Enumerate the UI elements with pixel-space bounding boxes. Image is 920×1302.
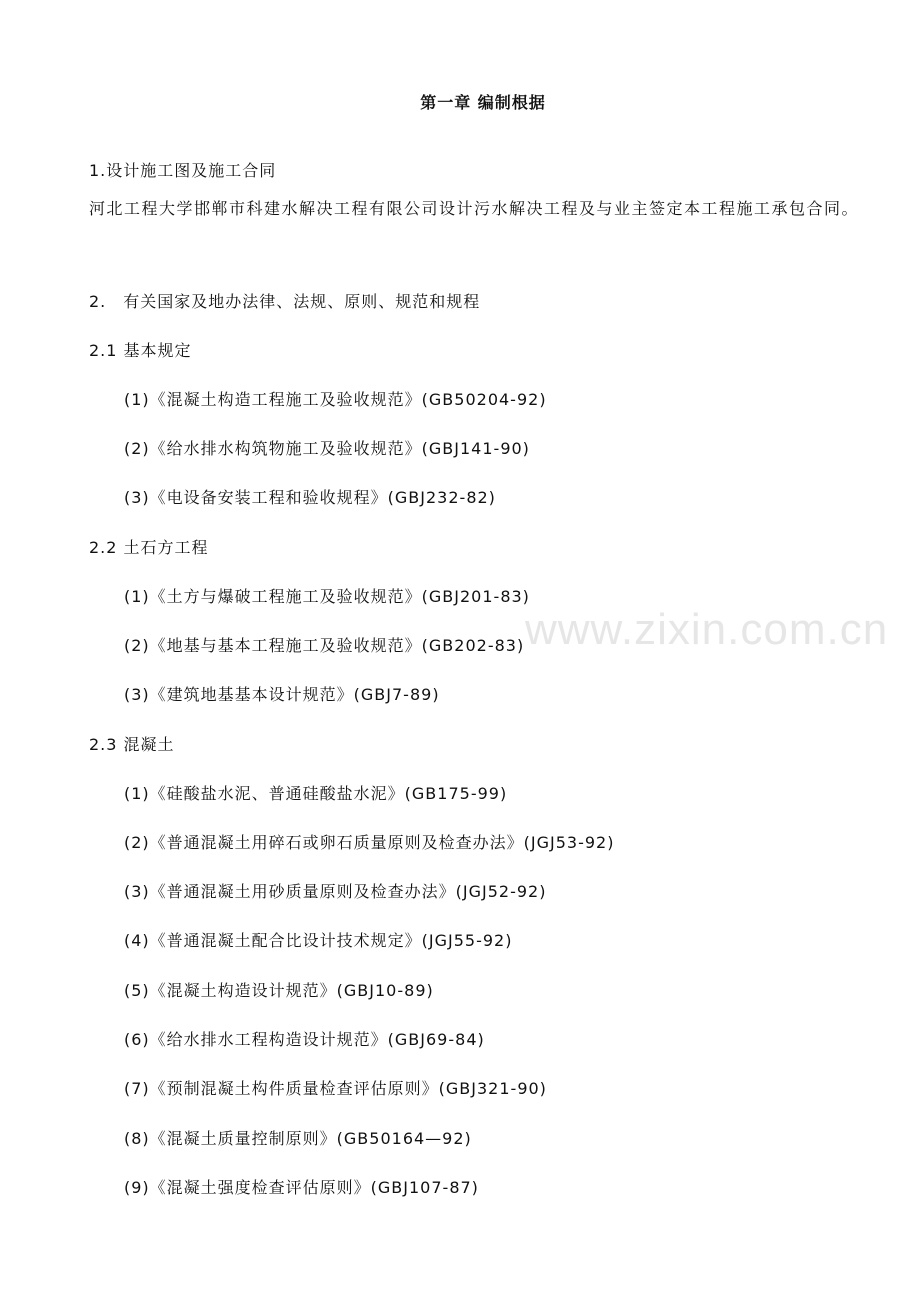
list-item: (5)《混凝土构造设计规范》(GBJ10-89) — [124, 981, 434, 1000]
list-item: (2)《普通混凝土用碎石或卵石质量原则及检查办法》(JGJ53-92) — [124, 833, 615, 852]
section-1-paragraph: 河北工程大学邯郸市科建水解决工程有限公司设计污水解决工程及与业主签定本工程施工承包合同。 — [89, 199, 860, 218]
list-item: (3)《电设备安装工程和验收规程》(GBJ232-82) — [124, 488, 496, 507]
subsection-heading-2-2: 2.2 土石方工程 — [89, 538, 209, 557]
list-item: (1)《土方与爆破工程施工及验收规范》(GBJ201-83) — [124, 587, 530, 606]
subsection-heading-2-3: 2.3 混凝土 — [89, 735, 175, 754]
chapter-title: 第一章 编制根据 — [420, 93, 546, 112]
list-item: (1)《混凝土构造工程施工及验收规范》(GB50204-92) — [124, 390, 547, 409]
watermark: www.zixin.com.cn — [525, 605, 889, 654]
subsection-heading-2-1: 2.1 基本规定 — [89, 341, 192, 360]
list-item: (9)《混凝土强度检查评估原则》(GBJ107-87) — [124, 1178, 479, 1197]
list-item: (1)《硅酸盐水泥、普通硅酸盐水泥》(GB175-99) — [124, 784, 508, 803]
list-item: (3)《建筑地基基本设计规范》(GBJ7-89) — [124, 685, 440, 704]
section-heading-1: 1.设计施工图及施工合同 — [89, 161, 277, 180]
list-item: (4)《普通混凝土配合比设计技术规定》(JGJ55-92) — [124, 931, 513, 950]
list-item: (8)《混凝土质量控制原则》(GB50164—92) — [124, 1129, 472, 1148]
list-item: (2)《给水排水构筑物施工及验收规范》(GBJ141-90) — [124, 439, 530, 458]
section-heading-2: 2. 有关国家及地办法律、法规、原则、规范和规程 — [89, 292, 481, 311]
list-item: (2)《地基与基本工程施工及验收规范》(GB202-83) — [124, 636, 525, 655]
list-item: (6)《给水排水工程构造设计规范》(GBJ69-84) — [124, 1030, 485, 1049]
list-item: (7)《预制混凝土构件质量检查评估原则》(GBJ321-90) — [124, 1079, 547, 1098]
list-item: (3)《普通混凝土用砂质量原则及检查办法》(JGJ52-92) — [124, 882, 547, 901]
